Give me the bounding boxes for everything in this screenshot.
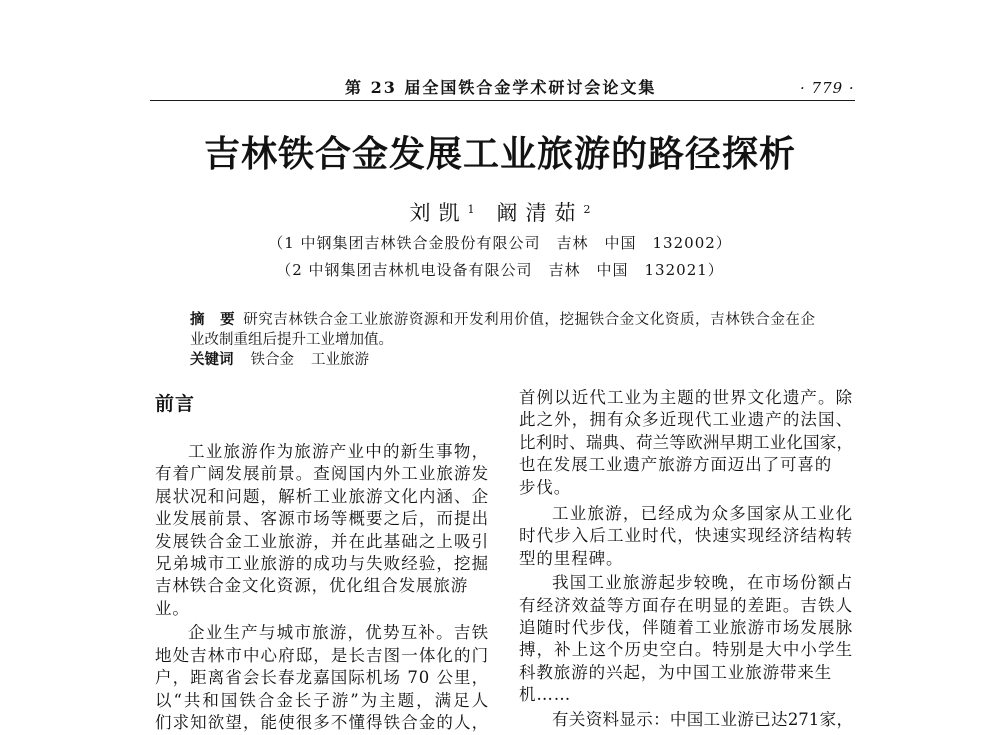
abstract xyxy=(190,310,815,370)
affiliation-line: （1 中钢集团吉林铁合金股份有限公司 吉林 中国 132002） xyxy=(268,234,732,252)
text-line: 工业旅游，已经成为众多国家从工业化 xyxy=(552,503,853,523)
abstract-text: 业改制重组后提升工业增加值。 xyxy=(190,332,393,348)
abstract-text: 研究吉林铁合金工业旅游资源和开发利用价值，挖掘铁合金文化资质，吉林铁合金在企 xyxy=(243,312,815,328)
section-heading: 前言 xyxy=(155,393,196,415)
abstract-label: 摘 要 xyxy=(190,311,236,328)
abstract-line xyxy=(190,310,815,330)
paragraph xyxy=(155,441,489,620)
paper-title: 吉林铁合金发展工业旅游的路径探析 xyxy=(203,134,796,175)
text-line: 比利时、瑞典、荷兰等欧洲早期工业化国家， xyxy=(519,432,853,452)
author-name: 阚清茹 xyxy=(496,201,584,225)
text-line: 发展铁合金工业旅游，并在此基础之上吸引 xyxy=(155,531,489,551)
text-line: 吉林铁合金文化资源，优化组合发展旅游 xyxy=(155,576,469,596)
affiliation-line: （2 中钢集团吉林机电设备有限公司 吉林 中国 132021） xyxy=(276,261,724,279)
text-line: 型的里程碑。 xyxy=(519,548,624,568)
left-column xyxy=(155,392,489,734)
keywords xyxy=(190,350,815,370)
paragraph xyxy=(155,622,489,734)
text-line: 企业生产与城市旅游，优势互补。吉铁 xyxy=(188,623,489,643)
text-line: 地处吉林市中心府邸，是长吉图一体化的门 xyxy=(155,645,489,665)
text-line: 业。 xyxy=(155,598,190,618)
text-line: 机…… xyxy=(519,685,572,705)
affiliation-mark: 2 xyxy=(583,203,591,216)
author xyxy=(410,199,475,227)
text-line: 此之外，拥有众多近现代工业遗产的法国、 xyxy=(519,410,853,430)
right-column xyxy=(519,387,853,732)
paragraph xyxy=(519,572,853,706)
affiliation-mark: 1 xyxy=(467,203,475,216)
text-line: 户，距离省会长春龙嘉国际机场 70 公里， xyxy=(155,668,489,688)
page-number: · 779 · xyxy=(800,79,855,97)
text-line: 有关资料显示：中国工业游已达271家， xyxy=(552,710,853,730)
text-line: 首例以近代工业为主题的世界文化遗产。除 xyxy=(519,388,853,407)
keywords-label: 关键词 xyxy=(190,351,234,368)
paragraph xyxy=(519,503,853,570)
text-line: 时代步入后工业时代，快速实现经济结构转 xyxy=(519,526,853,546)
abstract-line xyxy=(190,330,815,350)
text-line: 们求知欲望，能使很多不懂得铁合金的人， xyxy=(155,712,489,732)
keyword: 铁合金 xyxy=(250,352,294,368)
text-line: 搏，补上这个历史空白。特别是大中小学生 xyxy=(519,640,853,660)
text-line: 追随时代步伐，伴随着工业旅游市场发展脉 xyxy=(519,617,853,637)
text-line: 也在发展工业遗产旅游方面迈出了可喜的 xyxy=(519,455,833,475)
text-line: 我国工业旅游起步较晚，在市场份额占 xyxy=(552,573,853,593)
text-line: 以“共和国铁合金长子游”为主题，满足人 xyxy=(155,690,489,710)
paragraph xyxy=(519,387,853,499)
author-list xyxy=(0,199,1000,227)
header-rule xyxy=(150,100,855,101)
author-name: 刘凯 xyxy=(409,201,468,225)
author xyxy=(497,199,591,227)
text-line: 步伐。 xyxy=(519,477,572,497)
text-line: 科教旅游的兴起，为中国工业旅游带来生 xyxy=(519,662,833,682)
text-line: 业发展前景、客源市场等概要之后，而提出 xyxy=(155,509,489,529)
paragraph xyxy=(519,709,853,731)
text-line: 有着广阔发展前景。查阅国内外工业旅游发 xyxy=(155,464,489,484)
text-line: 有经济效益等方面存在明显的差距。吉铁人 xyxy=(519,595,853,615)
running-title: 第 23 届全国铁合金学术研讨会论文集 xyxy=(345,78,657,97)
text-line: 工业旅游作为旅游产业中的新生事物， xyxy=(188,442,489,461)
keyword: 工业旅游 xyxy=(311,352,369,368)
text-line: 兄弟城市工业旅游的成功与失败经验，挖掘 xyxy=(155,553,489,573)
text-line: 展状况和问题，解析工业旅游文化内涵、企 xyxy=(155,486,489,506)
